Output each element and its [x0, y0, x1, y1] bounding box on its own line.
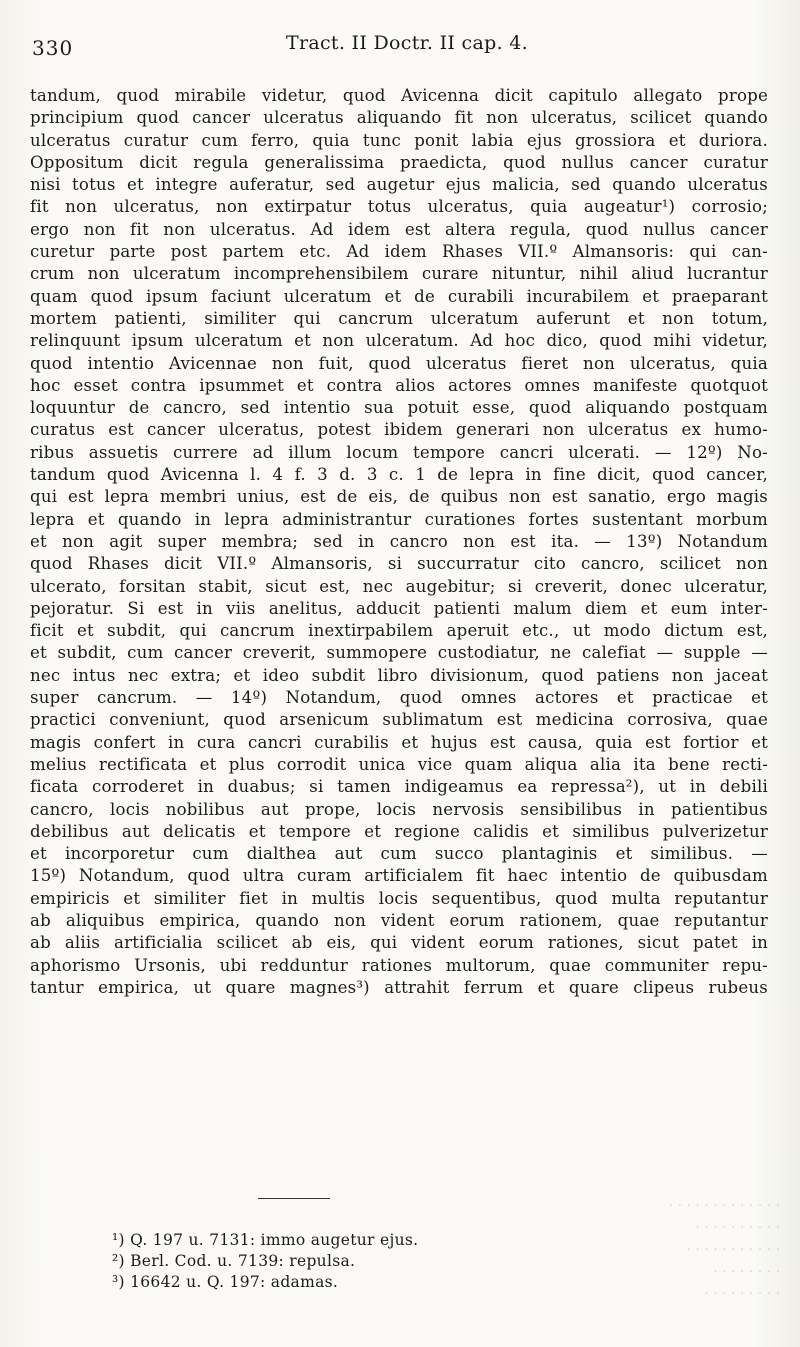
text-line: ulceratus curatur cum ferro, quia tunc ponit labia ejus grossiora et duriora.	[30, 130, 768, 150]
text-line: ab aliquibus empirica, quando non vident eorum rationem, quae reputantur	[30, 910, 768, 930]
text-line: nisi totus et integre auferatur, sed augetur ejus malicia, sed quando ulceratus	[30, 175, 768, 195]
text-line: quam quod ipsum faciunt ulceratum et de curabili incurabilem et praeparant	[30, 286, 768, 306]
text-line: ergo non fit non ulceratus. Ad idem est altera regula, quod nullus cancer	[30, 219, 768, 239]
text-line: debilibus aut delicatis et tempore et regione calidis et similibus pulverizetur	[30, 821, 768, 841]
text-line: fit non ulceratus, non extirpatur totus ulceratus, quia augeatur¹) corrosio;	[30, 197, 768, 217]
show-through-bleed: · · · · · · · · · · · · · · · · · · · · · · · · · · · · · · · · · · · · · · · · · · · · · · · · · · ·	[668, 1198, 780, 1302]
text-line: mortem patienti, similiter qui cancrum ulceratum auferunt et non totum,	[30, 308, 768, 328]
text-line: pejoratur. Si est in viis anelitus, adducit patienti malum diem et eum inter-	[30, 598, 768, 618]
footnote: ³) 16642 u. Q. 197: adamas.	[112, 1273, 339, 1291]
text-line: ficata corroderet in duabus; si tamen indigeamus ea repressa²), ut in debili	[30, 777, 768, 797]
text-line: et incorporetur cum dialthea aut cum succo plantaginis et similibus. —	[30, 844, 768, 864]
text-line: tandum, quod mirabile videtur, quod Avicenna dicit capitulo allegato prope	[30, 86, 768, 105]
text-line: curetur parte post partem etc. Ad idem Rhases VII.º Almansoris: qui can-	[30, 242, 768, 262]
text-line: lepra et quando in lepra administrantur curationes fortes sustentant morbum	[30, 509, 768, 529]
text-line: empiricis et similiter fiet in multis locis sequentibus, quod multa reputantur	[30, 888, 768, 908]
text-line: et non agit super membra; sed in cancro non est ita. — 13º) Notandum	[30, 531, 768, 551]
text-line: ab aliis artificialia scilicet ab eis, qui vident eorum rationes, sicut patet in	[30, 933, 768, 953]
text-line: Oppositum dicit regula generalissima praedicta, quod nullus cancer curatur	[30, 152, 768, 172]
text-line: quod intentio Avicennae non fuit, quod ulceratus fieret non ulceratus, quia	[30, 353, 768, 373]
text-line: magis confert in cura cancri curabilis et hujus est causa, quia est fortior et	[30, 732, 768, 752]
text-line: ficit et subdit, qui cancrum inextirpabilem aperuit etc., ut modo dictum est,	[30, 621, 768, 641]
text-line: practici conveniunt, quod arsenicum sublimatum est medicina corrosiva, quae	[30, 710, 768, 730]
page-header	[32, 30, 760, 60]
text-line: tandum quod Avicenna l. 4 f. 3 d. 3 c. 1 de lepra in fine dicit, quod cancer,	[30, 465, 768, 485]
footnotes	[112, 1230, 592, 1293]
page-number: 330	[32, 36, 74, 60]
text-line: principium quod cancer ulceratus aliquando fit non ulceratus, scilicet quando	[30, 108, 768, 128]
text-line: loquuntur de cancro, sed intentio sua potuit esse, quod aliquando postquam	[30, 398, 768, 418]
text-line: tantur empirica, ut quare magnes³) attrahit ferrum et quare clipeus rubeus	[30, 977, 768, 997]
text-line: cancro, locis nobilibus aut prope, locis nervosis sensibilibus in patientibus	[30, 799, 768, 819]
text-line: ribus assuetis currere ad illum locum tempore cancri ulcerati. — 12º) No-	[30, 442, 768, 462]
footnote: ²) Berl. Cod. u. 7139: repulsa.	[112, 1252, 356, 1270]
running-head: Tract. II Doctr. II cap. 4.	[286, 32, 529, 54]
text-line: quod Rhases dicit VII.º Almansoris, si succurratur cito cancro, scilicet non	[30, 554, 768, 574]
text-line: relinquunt ipsum ulceratum et non ulceratum. Ad hoc dico, quod mihi videtur,	[30, 331, 768, 351]
text-line: super cancrum. — 14º) Notandum, quod omnes actores et practicae et	[30, 688, 768, 708]
text-line: et subdit, cum cancer creverit, summopere custodiatur, ne calefiat — supple —	[30, 643, 768, 663]
text-line: qui est lepra membri unius, est de eis, de quibus non est sanatio, ergo magis	[30, 487, 768, 507]
text-line: hoc esset contra ipsummet et contra alios actores omnes manifeste quotquot	[30, 375, 768, 395]
footnote-rule	[258, 1198, 330, 1199]
text-line: nec intus nec extra; et ideo subdit libro divisionum, quod patiens non jaceat	[30, 665, 768, 685]
body-text	[30, 85, 768, 999]
text-line: 15º) Notandum, quod ultra curam artificialem fit haec intentio de quibusdam	[30, 866, 768, 886]
text-line: aphorismo Ursonis, ubi redduntur rationes multorum, quae communiter repu-	[30, 955, 768, 975]
footnote: ¹) Q. 197 u. 7131: immo augetur ejus.	[112, 1231, 419, 1249]
text-line: ulcerato, forsitan stabit, sicut est, nec augebitur; si creverit, donec ulceratur,	[30, 576, 768, 596]
text-line: crum non ulceratum incomprehensibilem curare nituntur, nihil aliud lucrantur	[30, 264, 768, 284]
text-line: curatus est cancer ulceratus, potest ibidem generari non ulceratus ex humo-	[30, 420, 768, 440]
text-line: melius rectificata et plus corrodit unica vice quam aliqua alia ita bene recti-	[30, 754, 768, 774]
